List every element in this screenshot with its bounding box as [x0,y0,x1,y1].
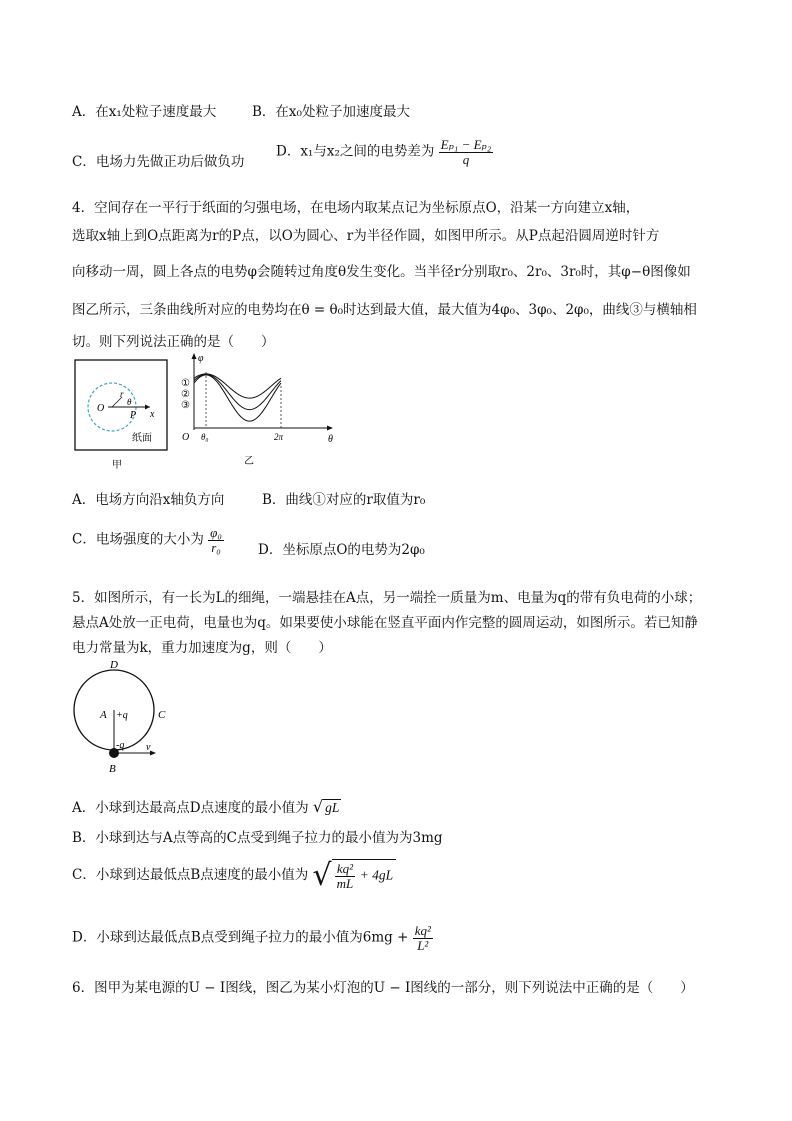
q5-option-a-text: A．小球到达最高点D点速度的最小值为 [72,800,309,816]
q4-stem-line-5: 切。则下列说法正确的是（ ） [72,334,275,350]
q5-option-c [72,858,396,893]
curve-3-label: ③ [181,400,190,411]
figure-yi-caption: 乙 [244,456,254,467]
label-B: B [109,763,116,775]
label-plus-q: +q [116,710,128,721]
q3-option-b: B．在x₀处粒子加速度最大 [252,104,410,120]
curve-3 [194,374,281,398]
velocity-arrow-icon [150,751,156,756]
q4-option-d: D．坐标原点O的电势为2φ₀ [258,542,425,558]
label-A: A [100,709,107,721]
label-minus-q: -q [116,740,125,751]
figure-q5 [66,658,186,780]
label-theta-axis: θ [328,434,333,445]
q5-option-c-radicand [332,859,396,892]
label-D: D [110,659,118,671]
q5-option-b: B．小球到达与A点等高的C点受到绳子拉力的最小值为为3mg [72,830,443,846]
figure-jia [72,357,172,472]
q5-stem-line-3: 电力常量为k，重力加速度为g，则（ ） [72,640,332,656]
q4-option-c-text: C．电场强度的大小为 [72,531,204,548]
q4-option-b: B．曲线①对应的r取值为r₀ [262,492,426,508]
sqrt-icon: √ [312,858,332,893]
q3-option-c: C．电场力先做正功后做负功 [72,154,245,170]
theta-axis-arrow-icon [327,426,333,431]
label-v: v [146,742,151,753]
q5-option-d [72,924,433,952]
curve-1 [194,375,281,421]
fraction-denominator: mL [336,875,354,891]
fraction-denominator: q [462,151,470,167]
q5-option-d-text: D．小球到达最低点B点受到绳子拉力的最小值为6mg + [72,929,409,946]
q4-option-c-fraction [208,526,224,554]
q5-option-c-tail: + 4gL [359,867,394,883]
q3-option-d [276,138,493,166]
figure-yi [178,352,338,472]
label-theta0: θ₀ [201,432,209,442]
q4-stem-line-1: 4．空间存在一平行于纸面的匀强电场，在电场内取某点记为坐标原点O，沿某一方向建立x轴， [72,200,640,216]
q4-option-a: A．电场方向沿x轴负方向 [72,492,225,508]
label-paper: 纸面 [132,433,152,444]
q5-option-c-text: C．小球到达最低点B点速度的最小值为 [72,867,309,883]
label-r: r [120,389,124,399]
curve-1-label: ① [181,378,190,389]
q5-option-a [72,796,341,816]
fraction-numerator: φ₀ [210,525,222,540]
q3-option-d-fraction [439,138,494,166]
q4-option-c [72,526,224,554]
figure-jia-caption: 甲 [112,460,122,471]
fraction-numerator: Eₚ₁ − Eₚ₂ [440,137,492,152]
label-O: O [97,403,105,414]
fraction-numerator: kq² [335,862,356,877]
label-origin: O [182,432,190,443]
label-P: P [130,410,137,421]
fraction-denominator: L² [417,937,429,953]
q5-stem-line-2: 悬点A处放一正电荷，电量也为q。如果要使小球能在竖直平面内作完整的圆周运动，如图所示。若已知静 [72,615,698,631]
q4-stem-line-3: 向移动一周，圆上各点的电势φ会随转过角度θ发生变化。当半径r分别取r₀、2r₀、3r₀时，其φ−θ图像如 [72,264,691,280]
sqrt-icon: √ [312,797,324,816]
q3-option-a: A．在x₁处粒子速度最大 [72,104,217,120]
label-theta: θ [127,397,132,407]
label-2pi: 2π [274,432,284,442]
label-phi: φ [198,353,204,364]
fraction-numerator: kq² [414,923,431,938]
q5-option-c-fraction [335,862,356,890]
fraction-denominator: r₀ [211,539,221,555]
q5-stem-line-1: 5．如图所示，有一长为L的细绳，一端悬挂在A点，另一端拴一质量为m、电量为q的带有负电荷的小球； [72,590,702,606]
label-C: C [158,709,166,721]
curve-2-label: ② [181,389,190,400]
q5-option-a-radicand: gL [325,800,340,815]
q3-option-d-text: D．x₁与x₂之间的电势差为 [276,143,435,160]
q4-stem-line-4: 图乙所示，三条曲线所对应的电势均在θ = θ₀时达到最大值，最大值为4φ₀、3φ₀、2φ₀，曲线③与横轴相 [72,302,697,318]
q4-stem-line-2: 选取x轴上到O点距离为r的P点，以O为圆心、r为半径作圆，如图甲所示。从P点起沿圆周逆时针方 [72,228,660,244]
phi-axis-arrow-icon [192,353,197,359]
label-x: x [150,409,155,420]
q5-option-d-fraction [413,924,433,952]
q6-stem-line-1: 6．图甲为某电源的U − I图线，图乙为某小灯泡的U − I图线的一部分，则下列说法中正确的是（ ） [72,980,694,996]
paper-frame [75,360,167,450]
